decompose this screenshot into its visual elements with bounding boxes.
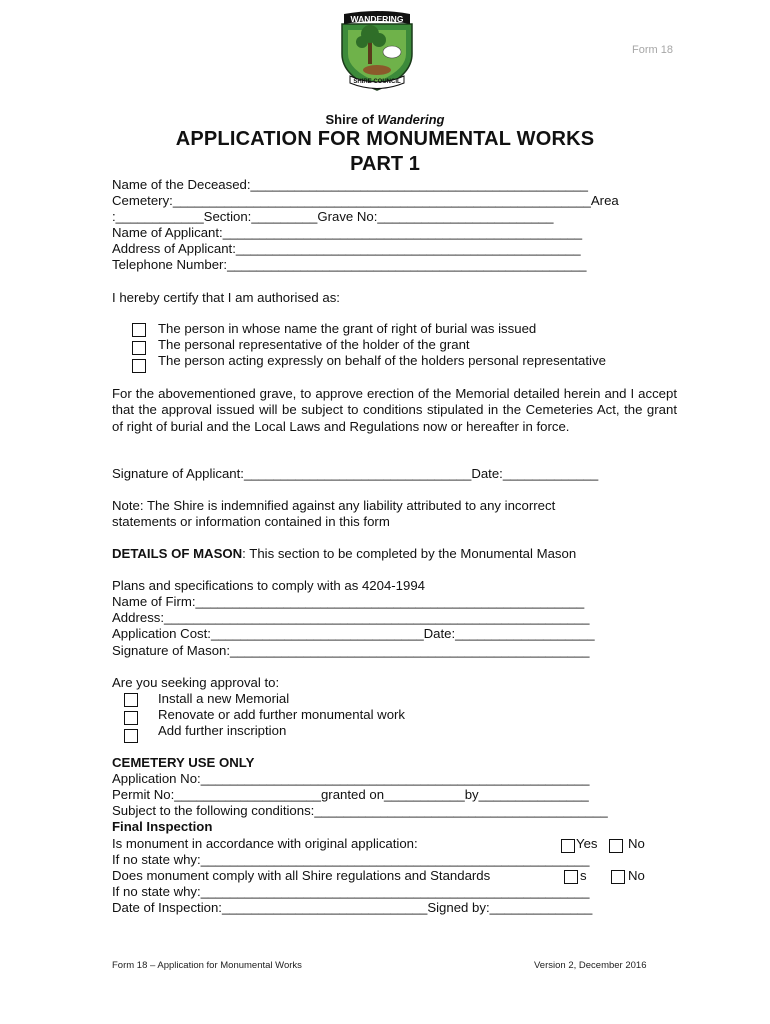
note-line-1: Note: The Shire is indemnified against any liability attributed to any incorrect — [112, 498, 556, 513]
seeking-intro: Are you seeking approval to: — [112, 675, 280, 690]
inspection-question-1: Is monument in accordance with original application: — [112, 836, 418, 851]
mason-address-field[interactable]: Address:__________________________________________________________ — [112, 610, 590, 625]
note-line-2: statements or information contained in this form — [112, 514, 390, 529]
footer-version: Version 2, December 2016 — [534, 960, 647, 971]
permit-no-field[interactable]: Permit No:____________________granted on___________by_______________ — [112, 787, 589, 802]
cemetery-use-heading: CEMETERY USE ONLY — [112, 755, 255, 770]
shire-heading — [0, 112, 770, 127]
certify-option-3-label: The person acting expressly on behalf of the holders personal representative — [158, 353, 606, 368]
why-field-2[interactable]: If no state why:_____________________________________________________ — [112, 884, 590, 899]
plans-specifications: Plans and specifications to comply with as 4204-1994 — [112, 578, 426, 593]
part-title: PART 1 — [350, 153, 420, 175]
page-title: APPLICATION FOR MONUMENTAL WORKS — [175, 128, 595, 150]
certify-intro: I hereby certify that I am authorised as: — [112, 290, 340, 305]
q1-yes-label: Yes — [576, 836, 598, 851]
seeking-option-1-checkbox[interactable] — [124, 693, 138, 707]
conditions-field[interactable]: Subject to the following conditions:________________________________________ — [112, 803, 608, 818]
final-inspection-heading: Final Inspection — [112, 819, 213, 834]
applicant-address-field[interactable]: Address of Applicant:_______________________________________________ — [112, 241, 581, 256]
q2-no-label: No — [628, 868, 645, 883]
telephone-field[interactable]: Telephone Number:_________________________________________________ — [112, 257, 587, 272]
shire-prefix: Shire of — [325, 112, 378, 127]
mason-heading — [112, 546, 576, 562]
certify-option-3-checkbox[interactable] — [132, 359, 146, 373]
applicant-signature-field[interactable]: Signature of Applicant:_______________________________Date:_____________ — [112, 466, 599, 481]
seeking-option-3-label: Add further inscription — [158, 723, 287, 738]
deceased-name-field[interactable]: Name of the Deceased:______________________________________________ — [112, 177, 588, 192]
logo-banner-text: WANDERING — [350, 14, 404, 24]
q1-no-checkbox[interactable] — [609, 839, 623, 853]
shire-name: Wandering — [377, 112, 445, 127]
application-no-field[interactable]: Application No:_____________________________________________________ — [112, 771, 590, 786]
mason-heading-bold: DETAILS OF MASON — [112, 546, 243, 561]
seeking-option-3-checkbox[interactable] — [124, 729, 138, 743]
q1-yes-checkbox[interactable] — [561, 839, 575, 853]
certify-option-2-checkbox[interactable] — [132, 341, 146, 355]
mason-heading-suffix: : This section to be completed by the Monumental Mason — [242, 546, 577, 561]
seeking-option-2-label: Renovate or add further monumental work — [158, 707, 406, 722]
logo-scroll-text: SHIRE COUNCIL — [353, 79, 401, 85]
cemetery-area-field[interactable]: Cemetery:_________________________________________________________Area — [112, 193, 619, 208]
inspection-question-2: Does monument comply with all Shire regulations and Standards — [112, 868, 491, 883]
inspection-date-field[interactable]: Date of Inspection:____________________________Signed by:______________ — [112, 900, 593, 915]
why-field-1[interactable]: If no state why:_____________________________________________________ — [112, 852, 590, 867]
section-grave-field[interactable]: :____________Section:_________Grave No:________________________ — [112, 209, 554, 224]
q2-no-checkbox[interactable] — [611, 870, 625, 884]
mason-signature-field[interactable]: Signature of Mason:_________________________________________________ — [112, 643, 590, 658]
firm-name-field[interactable]: Name of Firm:_____________________________________________________ — [112, 594, 585, 609]
seeking-option-2-checkbox[interactable] — [124, 711, 138, 725]
q2-yes-checkbox[interactable] — [564, 870, 578, 884]
footer-form-title: Form 18 – Application for Monumental Works — [112, 960, 302, 971]
q1-no-label: No — [628, 836, 645, 851]
applicant-name-field[interactable]: Name of Applicant:_________________________________________________ — [112, 225, 583, 240]
form-number: Form 18 — [632, 44, 673, 56]
approval-paragraph: For the abovementioned grave, to approve erection of the Memorial detailed herein and I accept that the approval issued will be subject to conditions stipulated in the Cemeteries Act, the grant of right of burial and the Local Laws and Regulations now or hereafter in force. — [112, 386, 677, 434]
application-cost-field[interactable]: Application Cost:_____________________________Date:___________________ — [112, 626, 595, 641]
q2-yes-label: s — [580, 868, 587, 883]
certify-option-2-label: The personal representative of the holder of the grant — [158, 337, 470, 352]
seeking-option-1-label: Install a new Memorial — [158, 691, 290, 706]
certify-option-1-label: The person in whose name the grant of right of burial was issued — [158, 321, 537, 336]
certify-option-1-checkbox[interactable] — [132, 323, 146, 337]
shire-crest-logo — [338, 10, 416, 92]
